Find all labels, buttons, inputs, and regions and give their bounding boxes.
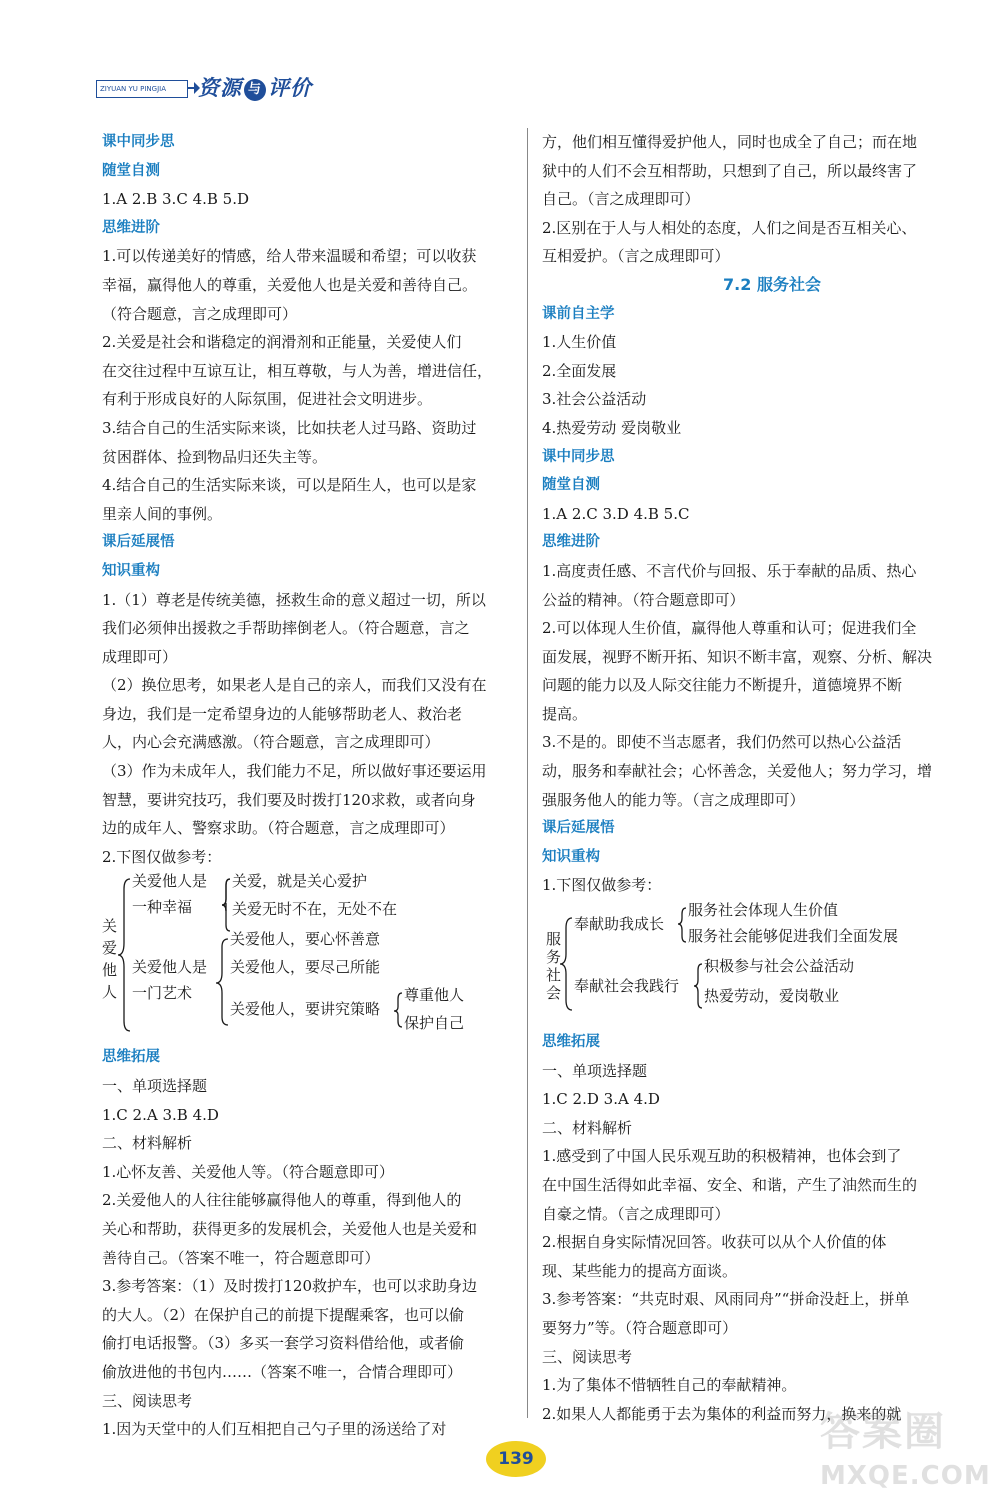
mindmap-leaf: 服务社会体现人生价值 bbox=[688, 901, 839, 920]
answer-line: 狱中的人们不会互相帮助，只想到了自己，所以最终害了 bbox=[542, 161, 918, 180]
section-title: 7.2 服务社会 bbox=[723, 274, 821, 294]
section-heading: 思维进阶 bbox=[102, 219, 160, 236]
answer-line: 提高。 bbox=[542, 704, 588, 723]
mindmap-branch: 奉献助我成长 bbox=[574, 915, 665, 934]
answer-line: 贫困群体、捡到物品归还失主等。 bbox=[102, 447, 328, 466]
answer-line: 3.不是的。即使不当志愿者，我们仍然可以热心公益活 bbox=[542, 733, 902, 752]
mindmap-root: 服 务 社 会 bbox=[546, 930, 562, 1003]
brand-pinyin: ZIYUAN YU PINGJIA bbox=[96, 80, 188, 98]
answer-line: 强服务他人的能力等。（言之成理即可） bbox=[542, 790, 805, 809]
answer-line: 在中国生活得如此幸福、安全、和谐，产生了油然而生的 bbox=[542, 1176, 918, 1194]
section-heading: 课中同步思 bbox=[102, 134, 175, 150]
answer-line: 3.社会公益活动 bbox=[542, 390, 647, 409]
answer-line: 方，他们相互懂得爱护他人，同时也成全了自己；而在地 bbox=[542, 133, 918, 151]
answer-line: 3.参考答案：“共克时艰、风雨同舟”“拼命没赶上，拼单 bbox=[542, 1290, 910, 1309]
answer-line: 的大人。（2）在保护自己的前提下提醒乘客，也可以偷 bbox=[102, 1305, 465, 1324]
section-heading: 课前自主学 bbox=[542, 305, 615, 322]
mindmap-branch: 关爱他人是 bbox=[132, 958, 208, 977]
section-heading: 随堂自测 bbox=[542, 477, 600, 494]
section-heading: 知识重构 bbox=[542, 848, 600, 865]
mindmap-branch: 关爱他人是 bbox=[132, 872, 208, 891]
answer-line: 4.热爱劳动 爱岗敬业 bbox=[542, 418, 682, 437]
answer-line: 1.心怀友善、关爱他人等。（符合题意即可） bbox=[102, 1162, 394, 1181]
mindmap-leaf: 关爱他人，要尽己所能 bbox=[230, 958, 381, 977]
answer-line: 2.关爱是社会和谐稳定的润滑剂和正能量，关爱使人们 bbox=[102, 333, 462, 352]
right-column bbox=[542, 128, 962, 1428]
answer-line: 关心和帮助，获得更多的发展机会，关爱他人也是关爱和 bbox=[102, 1220, 478, 1238]
mindmap-branch: 一种幸福 bbox=[132, 898, 193, 917]
answer-line: 4.结合自己的生活实际来谈，可以是陌生人，也可以是家 bbox=[102, 476, 477, 495]
answer-line: 智慧，要讲究技巧，我们要及时拨打120求救，或者向身 bbox=[102, 790, 476, 809]
section-heading: 思维拓展 bbox=[102, 1049, 160, 1066]
answer-line: 有利于形成良好的人际氛围，促进社会文明进步。 bbox=[102, 390, 433, 409]
answer-line: 2.全面发展 bbox=[542, 361, 617, 380]
sub-heading: 一、单项选择题 bbox=[542, 1061, 648, 1080]
answer-line: 善待自己。（答案不唯一，符合题意即可） bbox=[102, 1248, 380, 1267]
mindmap-branch: 奉献社会我践行 bbox=[574, 977, 680, 996]
mindmap-leaf: 关爱，就是关心爱护 bbox=[232, 872, 368, 891]
header-title: 资源 与 评价 bbox=[198, 76, 312, 100]
answer-line: 里亲人间的事例。 bbox=[102, 504, 223, 523]
quiz-answers: 1.A 2.B 3.C 4.B 5.D bbox=[102, 190, 250, 209]
answer-line: （3）作为未成年人，我们能力不足，所以做好事还要运用 bbox=[102, 762, 487, 781]
column-divider bbox=[527, 128, 528, 1418]
answer-line: 2.关爱他人的人往往能够赢得他人的尊重，得到他人的 bbox=[102, 1191, 462, 1210]
answer-line: 互相爱护。（言之成理即可） bbox=[542, 247, 730, 266]
answer-line: （2）换位思考，如果老人是自己的亲人，而我们又没有在 bbox=[102, 676, 487, 695]
answer-line: 1.人生价值 bbox=[542, 333, 617, 352]
section-heading: 思维进阶 bbox=[542, 534, 600, 551]
answer-line: 边的成年人、警察求助。（符合题意，言之成理即可） bbox=[102, 819, 455, 838]
mindmap-leaf: 积极参与社会公益活动 bbox=[704, 957, 855, 976]
sub-heading: 一、单项选择题 bbox=[102, 1077, 208, 1096]
answer-line: 身边，我们是一定希望身边的人能够帮助老人、救治老 bbox=[102, 704, 463, 723]
answer-line: 人，内心会充满感激。（符合题意，言之成理即可） bbox=[102, 733, 440, 752]
page-number: 139 bbox=[486, 1441, 546, 1477]
answer-line: 1.（1）尊老是传统美德，拯救生命的意义超过一切，所以 bbox=[102, 590, 486, 609]
answer-line: 现、某些能力的提高方面谈。 bbox=[542, 1261, 738, 1280]
sub-heading: 二、材料解析 bbox=[102, 1134, 193, 1153]
section-heading: 思维拓展 bbox=[542, 1034, 600, 1051]
left-column bbox=[102, 128, 522, 1444]
watermark bbox=[820, 1400, 990, 1495]
mindmap-serve-society bbox=[542, 900, 962, 1028]
answer-line: 2.区别在于人与人相处的态度，人们之间是否互相关心、 bbox=[542, 218, 917, 237]
answer-line: 3.结合自己的生活实际来谈，比如扶老人过马路、资助过 bbox=[102, 418, 477, 437]
answer-line: 1.可以传递美好的情感，给人带来温暖和希望；可以收获 bbox=[102, 247, 477, 266]
quiz-answers: 1.A 2.C 3.D 4.B 5.C bbox=[542, 504, 690, 523]
quiz-answers: 1.C 2.D 3.A 4.D bbox=[542, 1090, 660, 1109]
answer-line: 公益的精神。（符合题意即可） bbox=[542, 590, 745, 609]
section-heading: 课中同步思 bbox=[542, 448, 615, 465]
quiz-answers: 1.C 2.A 3.B 4.D bbox=[102, 1105, 219, 1124]
section-heading: 随堂自测 bbox=[102, 162, 160, 179]
answer-line: 动，服务和奉献社会；心怀善念，关爱他人；努力学习，增 bbox=[542, 762, 933, 781]
mindmap-caring bbox=[102, 871, 522, 1039]
mindmap-leaf: 热爱劳动，爱岗敬业 bbox=[704, 987, 840, 1006]
sub-heading: 三、阅读思考 bbox=[102, 1391, 193, 1410]
answer-line: 我们必须伸出援救之手帮助摔倒老人。（符合题意，言之 bbox=[102, 619, 470, 638]
answer-line: （符合题意，言之成理即可） bbox=[102, 304, 298, 323]
answer-line: 自己。（言之成理即可） bbox=[542, 190, 700, 209]
answer-line: 1.因为天堂中的人们互相把自己勺子里的汤送给了对 bbox=[102, 1420, 447, 1439]
mindmap-branch: 一门艺术 bbox=[132, 984, 193, 1003]
answer-line: 2.可以体现人生价值，赢得他人尊重和认可；促进我们全 bbox=[542, 619, 917, 638]
sub-heading: 三、阅读思考 bbox=[542, 1347, 633, 1366]
answer-line: 1.感受到了中国人民乐观互助的积极精神，也体会到了 bbox=[542, 1147, 902, 1166]
answer-line: 幸福，赢得他人的尊重，关爱他人也是关爱和善待自己。 bbox=[102, 275, 478, 294]
mindmap-leaf: 服务社会能够促进我们全面发展 bbox=[688, 927, 899, 946]
answer-line: 问题的能力以及人际交往能力不断提升，道德境界不断 bbox=[542, 676, 903, 695]
answer-line: 3.参考答案：（1）及时拨打120救护车，也可以求助身边 bbox=[102, 1277, 477, 1296]
answer-line: 2.如果人人都能勇于去为集体的利益而努力，换来的就 bbox=[542, 1404, 902, 1423]
sub-heading: 二、材料解析 bbox=[542, 1118, 633, 1137]
answer-line: 2.下图仅做参考： bbox=[102, 847, 222, 866]
mindmap-leaf: 尊重他人 bbox=[404, 986, 465, 1005]
answer-line: 2.根据自身实际情况回答。收获可以从个人价值的体 bbox=[542, 1233, 887, 1252]
mindmap-leaf: 关爱无时不在，无处不在 bbox=[232, 900, 398, 919]
answer-line: 偷放进他的书包内……（答案不唯一，合情合理即可） bbox=[102, 1362, 463, 1381]
section-heading: 知识重构 bbox=[102, 562, 160, 579]
mindmap-leaf: 关爱他人，要讲究策略 bbox=[230, 1000, 381, 1019]
answer-line: 1.下图仅做参考： bbox=[542, 876, 662, 895]
section-heading: 课后延展悟 bbox=[102, 534, 175, 551]
answer-line: 偷打电话报警。（3）多买一套学习资料借给他，或者偷 bbox=[102, 1334, 465, 1353]
answer-line: 要努力”等。（符合题意即可） bbox=[542, 1318, 738, 1337]
mindmap-leaf: 保护自己 bbox=[404, 1014, 465, 1033]
answer-line: 1.为了集体不惜牺牲自己的奉献精神。 bbox=[542, 1376, 797, 1395]
header-brand bbox=[96, 66, 356, 106]
watermark-url: MXQE.COM bbox=[820, 1461, 991, 1491]
watermark-logo: 答案圈 bbox=[820, 1409, 946, 1455]
answer-line: 在交往过程中互谅互让，相互尊敬，与人为善，增进信任， bbox=[102, 361, 493, 380]
mindmap-root: 关 爱 他 人 bbox=[102, 917, 118, 1002]
answer-line: 1.高度责任感、不言代价与回报、乐于奉献的品质、热心 bbox=[542, 561, 917, 580]
mindmap-leaf: 关爱他人，要心怀善意 bbox=[230, 930, 381, 949]
section-heading: 课后延展悟 bbox=[542, 820, 615, 837]
answer-line: 自豪之情。（言之成理即可） bbox=[542, 1204, 730, 1223]
answer-line: 面发展，视野不断开拓、知识不断丰富，观察、分析、解决 bbox=[542, 647, 933, 666]
answer-line: 成理即可） bbox=[102, 647, 178, 666]
